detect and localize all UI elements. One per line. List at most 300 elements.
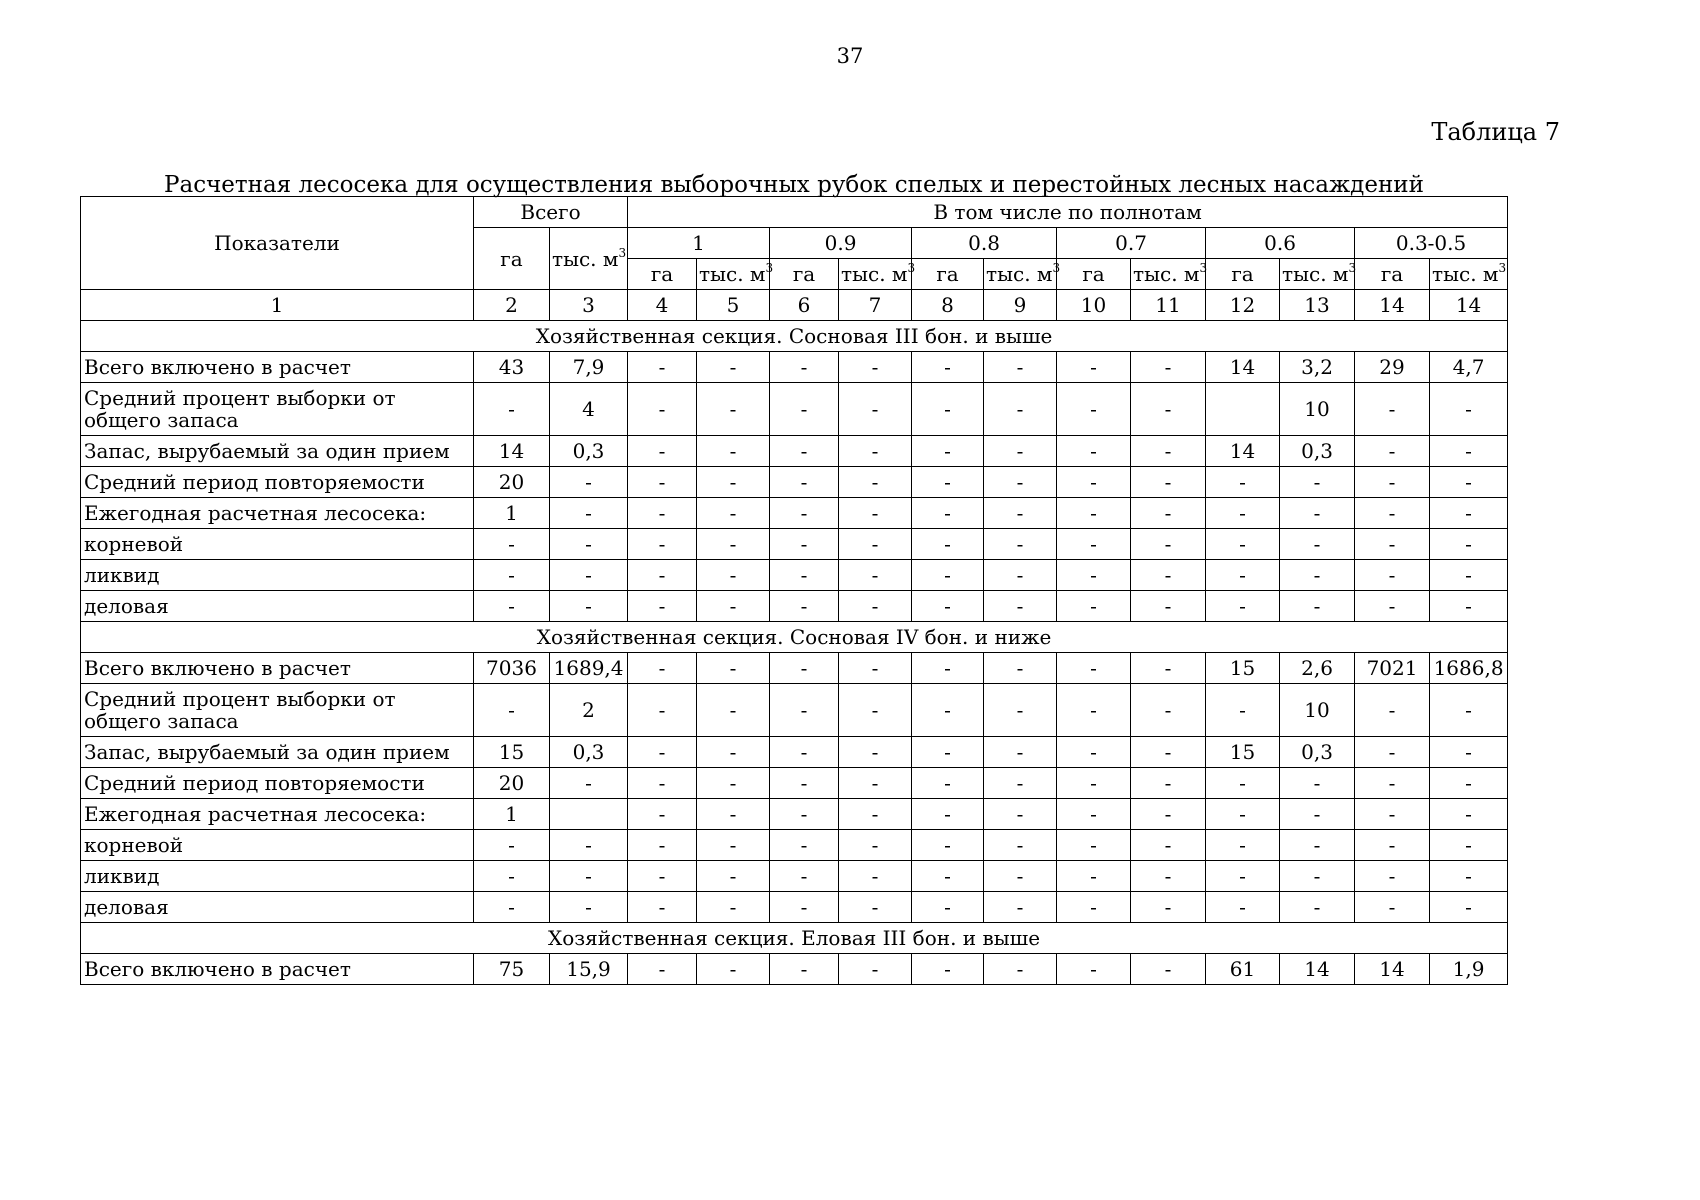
header-unit-ha: га xyxy=(1355,259,1430,290)
cell-value: 15 xyxy=(1206,653,1280,684)
column-number: 4 xyxy=(628,290,697,321)
cell-value: 15 xyxy=(1206,737,1280,768)
table-row xyxy=(81,737,1508,768)
section-header-row xyxy=(81,622,1508,653)
table-title: Расчетная лесосека для осуществления выборочных рубок спелых и перестойных лесных насаждений xyxy=(164,172,1424,198)
cell-value: 0,3 xyxy=(550,436,628,467)
cell-value: - xyxy=(1280,529,1355,560)
row-label: Всего включено в расчет xyxy=(81,954,474,985)
cell-value: - xyxy=(1430,768,1508,799)
cell-value: - xyxy=(697,383,770,436)
cell-value: 14 xyxy=(1206,352,1280,383)
cell-value: - xyxy=(550,892,628,923)
cell-value: - xyxy=(839,684,912,737)
unit-cubic: 3 xyxy=(1498,261,1507,275)
cell-value: - xyxy=(628,954,697,985)
cell-value: - xyxy=(839,861,912,892)
cell-value: - xyxy=(1280,861,1355,892)
cell-value: 20 xyxy=(474,768,550,799)
cell-value: - xyxy=(628,684,697,737)
cell-value: - xyxy=(1355,383,1430,436)
cell-value: - xyxy=(474,560,550,591)
column-number: 3 xyxy=(550,290,628,321)
cell-value: 14 xyxy=(1280,954,1355,985)
row-label: корневой xyxy=(81,529,474,560)
cell-value: - xyxy=(1206,529,1280,560)
cell-value: - xyxy=(628,653,697,684)
cell-value: - xyxy=(628,737,697,768)
cell-value: - xyxy=(1430,684,1508,737)
header-density: 0.3-0.5 xyxy=(1355,228,1508,259)
cell-value: - xyxy=(1131,954,1206,985)
cell-value: - xyxy=(628,861,697,892)
cell-value: - xyxy=(1131,498,1206,529)
cell-value: 7036 xyxy=(474,653,550,684)
cell-value: - xyxy=(839,768,912,799)
cell-value: - xyxy=(912,591,984,622)
cell-value: - xyxy=(984,799,1057,830)
cell-value: - xyxy=(912,799,984,830)
header-unit-ha: га xyxy=(770,259,839,290)
header-total-volume xyxy=(550,228,628,290)
cell-value: - xyxy=(839,737,912,768)
cell-value: - xyxy=(770,560,839,591)
cell-value: - xyxy=(1206,684,1280,737)
cell-value: - xyxy=(697,560,770,591)
cell-value: 0,3 xyxy=(1280,436,1355,467)
cell-value: - xyxy=(550,529,628,560)
cell-value: - xyxy=(1131,653,1206,684)
cell-value: 1,9 xyxy=(1430,954,1508,985)
cell-value: - xyxy=(550,498,628,529)
cell-value: - xyxy=(1206,768,1280,799)
cell-value: 0,3 xyxy=(1280,737,1355,768)
cell-value: - xyxy=(984,684,1057,737)
cell-value: 61 xyxy=(1206,954,1280,985)
cell-value: - xyxy=(550,467,628,498)
header-indicators: Показатели xyxy=(81,197,474,290)
cell-value: - xyxy=(1355,768,1430,799)
cell-value: - xyxy=(1206,560,1280,591)
table-row xyxy=(81,436,1508,467)
cell-value: - xyxy=(839,467,912,498)
cell-value: 10 xyxy=(1280,383,1355,436)
cell-value: - xyxy=(1057,436,1131,467)
cell-value: 2 xyxy=(550,684,628,737)
table-header xyxy=(81,197,1508,321)
cell-value: - xyxy=(770,653,839,684)
cell-value: - xyxy=(839,560,912,591)
cell-value: - xyxy=(984,529,1057,560)
cell-value: - xyxy=(912,560,984,591)
cell-value: - xyxy=(1057,768,1131,799)
cell-value: - xyxy=(697,467,770,498)
page-number: 37 xyxy=(836,44,864,68)
section-title: Хозяйственная секция. Сосновая III бон. и выше xyxy=(81,321,1508,352)
cell-value: - xyxy=(770,799,839,830)
row-label: деловая xyxy=(81,892,474,923)
cell-value: - xyxy=(550,560,628,591)
cell-value: 1689,4 xyxy=(550,653,628,684)
cell-value: - xyxy=(839,352,912,383)
cell-value: - xyxy=(1430,591,1508,622)
column-number: 5 xyxy=(697,290,770,321)
unit-text: тыс. м xyxy=(552,246,619,271)
cell-value: - xyxy=(912,436,984,467)
cell-value: - xyxy=(1057,591,1131,622)
cell-value: - xyxy=(770,737,839,768)
cell-value: 20 xyxy=(474,467,550,498)
cell-value: - xyxy=(984,498,1057,529)
row-label: Всего включено в расчет xyxy=(81,352,474,383)
cell-value: - xyxy=(1131,892,1206,923)
cell-value: - xyxy=(1206,498,1280,529)
cell-value: - xyxy=(1280,591,1355,622)
cell-value: - xyxy=(1355,799,1430,830)
header-unit-volume xyxy=(697,259,774,290)
cell-value: - xyxy=(1355,560,1430,591)
row-label: деловая xyxy=(81,591,474,622)
column-number: 14 xyxy=(1355,290,1430,321)
table-row xyxy=(81,768,1508,799)
cell-value: - xyxy=(1430,467,1508,498)
table-row xyxy=(81,498,1508,529)
cell-value: - xyxy=(628,892,697,923)
cell-value: - xyxy=(1131,352,1206,383)
cell-value: - xyxy=(912,352,984,383)
cell-value: - xyxy=(1355,830,1430,861)
cell-value: - xyxy=(912,737,984,768)
unit-cubic: 3 xyxy=(618,245,627,260)
cell-value: - xyxy=(628,591,697,622)
cell-value: - xyxy=(697,954,770,985)
unit-text: тыс. м xyxy=(699,262,766,286)
cell-value: - xyxy=(770,861,839,892)
cell-value: - xyxy=(1355,892,1430,923)
section-header-row xyxy=(81,923,1508,954)
cell-value xyxy=(1206,383,1280,436)
header-unit-volume xyxy=(1430,259,1508,290)
row-label: Средний период повторяемости xyxy=(81,467,474,498)
cell-value: - xyxy=(628,498,697,529)
header-density: 0.8 xyxy=(912,228,1057,259)
cell-value: - xyxy=(550,830,628,861)
table-row xyxy=(81,352,1508,383)
cell-value: - xyxy=(697,768,770,799)
cell-value: 7021 xyxy=(1355,653,1430,684)
cell-value: - xyxy=(984,892,1057,923)
cell-value: 29 xyxy=(1355,352,1430,383)
column-number: 12 xyxy=(1206,290,1280,321)
cell-value: - xyxy=(839,954,912,985)
unit-text: тыс. м xyxy=(841,262,908,286)
table-row xyxy=(81,560,1508,591)
cell-value: 14 xyxy=(1206,436,1280,467)
table-row xyxy=(81,467,1508,498)
table-row xyxy=(81,684,1508,737)
cell-value: - xyxy=(628,560,697,591)
column-number-row xyxy=(81,290,1508,321)
cell-value: - xyxy=(628,352,697,383)
cell-value: - xyxy=(1131,436,1206,467)
cell-value: - xyxy=(912,768,984,799)
cell-value: - xyxy=(697,737,770,768)
cell-value: - xyxy=(1131,560,1206,591)
table-row xyxy=(81,954,1508,985)
cell-value: - xyxy=(1057,653,1131,684)
cell-value: - xyxy=(474,861,550,892)
cell-value xyxy=(550,799,628,830)
cell-value: - xyxy=(1430,737,1508,768)
cell-value: 7,9 xyxy=(550,352,628,383)
header-density: 0.6 xyxy=(1206,228,1355,259)
cell-value: - xyxy=(1280,768,1355,799)
cell-value: - xyxy=(1057,529,1131,560)
cell-value: - xyxy=(628,467,697,498)
cell-value: - xyxy=(474,892,550,923)
header-unit-ha: га xyxy=(912,259,984,290)
cell-value: - xyxy=(628,383,697,436)
cell-value: - xyxy=(1131,591,1206,622)
cell-value: - xyxy=(1430,799,1508,830)
row-label: Средний период повторяемости xyxy=(81,768,474,799)
cell-value: - xyxy=(1206,591,1280,622)
cell-value: - xyxy=(474,684,550,737)
cell-value: 4 xyxy=(550,383,628,436)
unit-cubic: 3 xyxy=(1052,261,1061,275)
row-label: Средний процент выборки от общего запаса xyxy=(81,383,474,436)
unit-text: тыс. м xyxy=(1432,262,1499,286)
header-unit-ha: га xyxy=(628,259,697,290)
cell-value: - xyxy=(984,383,1057,436)
cell-value: 43 xyxy=(474,352,550,383)
cell-value: - xyxy=(984,737,1057,768)
cell-value: - xyxy=(1280,830,1355,861)
cell-value: - xyxy=(984,436,1057,467)
cell-value: - xyxy=(697,861,770,892)
cell-value: - xyxy=(1057,954,1131,985)
cell-value: - xyxy=(550,591,628,622)
cell-value: - xyxy=(1057,684,1131,737)
cell-value: - xyxy=(912,529,984,560)
cell-value: - xyxy=(984,352,1057,383)
cell-value: - xyxy=(697,830,770,861)
cell-value: - xyxy=(839,799,912,830)
column-number: 10 xyxy=(1057,290,1131,321)
header-unit-ha: га xyxy=(1057,259,1131,290)
unit-cubic: 3 xyxy=(765,261,774,275)
cell-value: - xyxy=(1057,799,1131,830)
column-number: 14 xyxy=(1430,290,1508,321)
header-unit-ha: га xyxy=(1206,259,1280,290)
cell-value: - xyxy=(912,467,984,498)
cell-value: - xyxy=(1280,498,1355,529)
cell-value: - xyxy=(839,653,912,684)
cell-value: - xyxy=(1430,861,1508,892)
table-row xyxy=(81,383,1508,436)
cell-value: - xyxy=(912,954,984,985)
cell-value: - xyxy=(1355,467,1430,498)
header-unit-volume xyxy=(839,259,916,290)
column-number: 6 xyxy=(770,290,839,321)
cell-value: - xyxy=(984,467,1057,498)
cell-value: - xyxy=(474,383,550,436)
row-label: Ежегодная расчетная лесосека: xyxy=(81,498,474,529)
cell-value: - xyxy=(1057,467,1131,498)
cell-value: - xyxy=(839,436,912,467)
cell-value: - xyxy=(1430,529,1508,560)
cell-value: - xyxy=(984,591,1057,622)
cell-value: - xyxy=(770,830,839,861)
cell-value: - xyxy=(1430,830,1508,861)
column-number: 7 xyxy=(839,290,912,321)
cell-value: - xyxy=(770,436,839,467)
header-density: 1 xyxy=(628,228,770,259)
cell-value: - xyxy=(697,529,770,560)
row-label: ликвид xyxy=(81,861,474,892)
header-density: 0.7 xyxy=(1057,228,1206,259)
cell-value: - xyxy=(984,768,1057,799)
cell-value: 15 xyxy=(474,737,550,768)
cell-value: 4,7 xyxy=(1430,352,1508,383)
cell-value: - xyxy=(1057,383,1131,436)
cell-value: - xyxy=(839,498,912,529)
cell-value: - xyxy=(984,560,1057,591)
cell-value: - xyxy=(770,498,839,529)
cell-value: - xyxy=(697,498,770,529)
cell-value: - xyxy=(628,768,697,799)
cell-value: - xyxy=(912,383,984,436)
row-label: Запас, вырубаемый за один прием xyxy=(81,737,474,768)
cell-value: 14 xyxy=(1355,954,1430,985)
cell-value: - xyxy=(912,498,984,529)
cell-value: 1 xyxy=(474,799,550,830)
cell-value: - xyxy=(1355,498,1430,529)
cell-value: - xyxy=(1131,830,1206,861)
cell-value: - xyxy=(1206,799,1280,830)
cell-value: - xyxy=(770,591,839,622)
cell-value: 1 xyxy=(474,498,550,529)
header-by-density: В том числе по полнотам xyxy=(628,197,1508,228)
cell-value: - xyxy=(1131,799,1206,830)
cell-value: - xyxy=(839,383,912,436)
section-title: Хозяйственная секция. Сосновая IV бон. и ниже xyxy=(81,622,1508,653)
unit-cubic: 3 xyxy=(1199,261,1208,275)
cell-value: - xyxy=(770,892,839,923)
cell-value: - xyxy=(770,954,839,985)
unit-cubic: 3 xyxy=(1348,261,1357,275)
unit-text: тыс. м xyxy=(1133,262,1200,286)
table-caption: Таблица 7 xyxy=(1431,118,1560,146)
cell-value: - xyxy=(697,591,770,622)
cell-value: - xyxy=(1430,892,1508,923)
header-total: Всего xyxy=(474,197,628,228)
cell-value: 15,9 xyxy=(550,954,628,985)
cell-value: - xyxy=(984,861,1057,892)
cell-value: - xyxy=(770,768,839,799)
cell-value: - xyxy=(770,529,839,560)
cell-value: - xyxy=(912,861,984,892)
table-row xyxy=(81,861,1508,892)
cell-value: - xyxy=(1430,436,1508,467)
column-number: 13 xyxy=(1280,290,1355,321)
cell-value: - xyxy=(697,352,770,383)
row-label: Всего включено в расчет xyxy=(81,653,474,684)
cell-value: - xyxy=(1355,436,1430,467)
cell-value: - xyxy=(1280,799,1355,830)
cell-value: - xyxy=(1206,892,1280,923)
cell-value: - xyxy=(628,529,697,560)
cell-value: - xyxy=(474,529,550,560)
table-row xyxy=(81,591,1508,622)
cell-value: - xyxy=(697,684,770,737)
cell-value: - xyxy=(839,591,912,622)
row-label: Ежегодная расчетная лесосека: xyxy=(81,799,474,830)
header-unit-volume xyxy=(1280,259,1355,290)
cell-value: - xyxy=(1131,467,1206,498)
cell-value: - xyxy=(912,684,984,737)
cell-value: - xyxy=(1355,684,1430,737)
cell-value: - xyxy=(984,830,1057,861)
cell-value: - xyxy=(912,653,984,684)
cell-value: - xyxy=(984,954,1057,985)
cell-value: - xyxy=(1355,591,1430,622)
column-number: 8 xyxy=(912,290,984,321)
cell-value: - xyxy=(1355,861,1430,892)
table-row xyxy=(81,653,1508,684)
cell-value: - xyxy=(1131,383,1206,436)
cell-value: - xyxy=(1131,861,1206,892)
row-label: ликвид xyxy=(81,560,474,591)
section-title: Хозяйственная секция. Еловая III бон. и выше xyxy=(81,923,1508,954)
cell-value: - xyxy=(1355,737,1430,768)
unit-text: тыс. м xyxy=(986,262,1053,286)
cell-value: 75 xyxy=(474,954,550,985)
header-unit-volume xyxy=(984,259,1061,290)
column-number: 11 xyxy=(1131,290,1206,321)
cell-value: - xyxy=(1057,498,1131,529)
cell-value: 2,6 xyxy=(1280,653,1355,684)
cell-value: - xyxy=(1057,737,1131,768)
header-total-ha: га xyxy=(474,228,550,290)
cell-value: 1686,8 xyxy=(1430,653,1508,684)
cell-value: - xyxy=(1206,830,1280,861)
cell-value: - xyxy=(1280,560,1355,591)
cell-value: - xyxy=(770,684,839,737)
cell-value: - xyxy=(1430,498,1508,529)
cell-value: - xyxy=(1131,737,1206,768)
cell-value: - xyxy=(770,352,839,383)
row-label: корневой xyxy=(81,830,474,861)
cell-value: - xyxy=(1057,892,1131,923)
cell-value: - xyxy=(912,892,984,923)
cell-value: - xyxy=(1057,830,1131,861)
cell-value: - xyxy=(474,591,550,622)
cell-value: - xyxy=(1131,529,1206,560)
table-row xyxy=(81,529,1508,560)
cell-value: - xyxy=(697,892,770,923)
cell-value: - xyxy=(770,467,839,498)
cell-value: 3,2 xyxy=(1280,352,1355,383)
table-row xyxy=(81,830,1508,861)
cell-value: - xyxy=(1430,383,1508,436)
column-number: 1 xyxy=(81,290,474,321)
cell-value: - xyxy=(1057,560,1131,591)
cell-value: - xyxy=(697,653,770,684)
row-label: Запас, вырубаемый за один прием xyxy=(81,436,474,467)
cell-value: - xyxy=(1355,529,1430,560)
header-density: 0.9 xyxy=(770,228,912,259)
